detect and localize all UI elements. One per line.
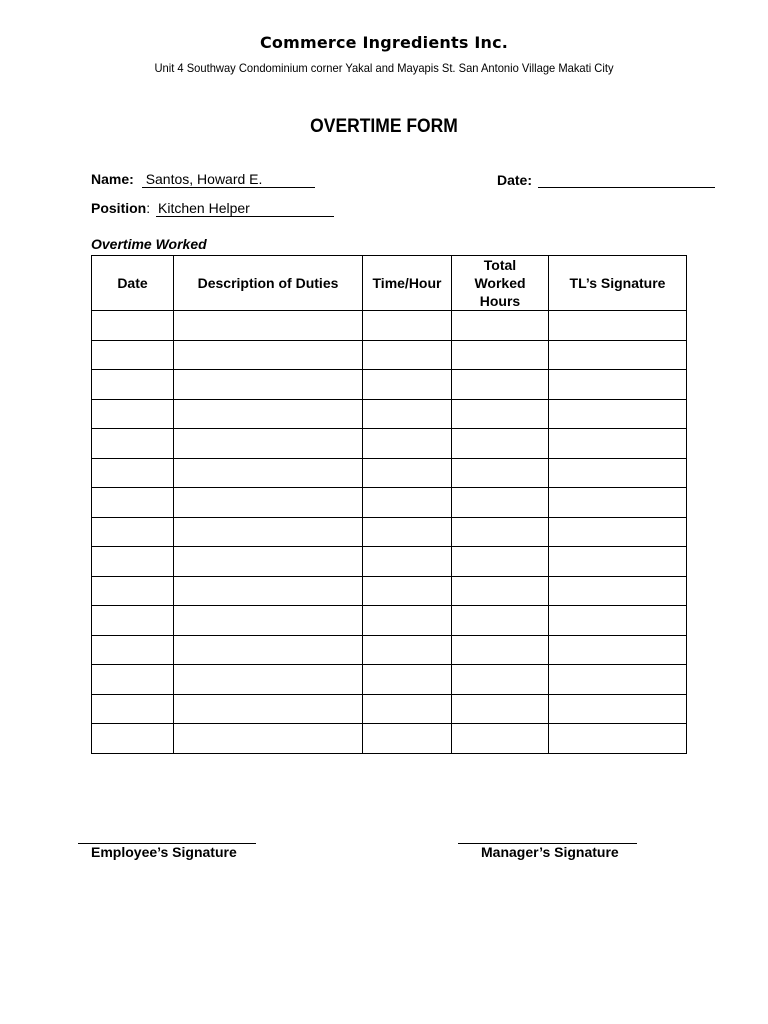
cell-tl-signature[interactable] — [549, 311, 687, 341]
cell-date[interactable] — [92, 576, 174, 606]
cell-tl-signature[interactable] — [549, 635, 687, 665]
cell-total-hours[interactable] — [452, 488, 549, 518]
cell-total-hours[interactable] — [452, 665, 549, 695]
cell-date[interactable] — [92, 724, 174, 754]
position-value[interactable]: Kitchen Helper — [156, 200, 334, 217]
cell-description[interactable] — [174, 606, 363, 636]
cell-tl-signature[interactable] — [549, 488, 687, 518]
cell-description[interactable] — [174, 635, 363, 665]
cell-total-hours[interactable] — [452, 340, 549, 370]
cell-total-hours[interactable] — [452, 724, 549, 754]
cell-time-hour[interactable] — [363, 370, 452, 400]
form-title: OVERTIME FORM — [310, 116, 458, 137]
cell-total-hours[interactable] — [452, 370, 549, 400]
cell-time-hour[interactable] — [363, 429, 452, 459]
table-body — [92, 311, 687, 754]
cell-time-hour[interactable] — [363, 340, 452, 370]
table-row — [92, 458, 687, 488]
date-value[interactable] — [538, 171, 715, 188]
cell-time-hour[interactable] — [363, 458, 452, 488]
col-header-total-worked-hours: Total Worked Hours — [452, 256, 549, 311]
table-row — [92, 606, 687, 636]
cell-total-hours[interactable] — [452, 606, 549, 636]
table-row — [92, 665, 687, 695]
col-header-date: Date — [92, 256, 174, 311]
section-title: Overtime Worked — [91, 236, 207, 252]
cell-time-hour[interactable] — [363, 635, 452, 665]
cell-description[interactable] — [174, 694, 363, 724]
cell-total-hours[interactable] — [452, 399, 549, 429]
cell-date[interactable] — [92, 694, 174, 724]
cell-time-hour[interactable] — [363, 517, 452, 547]
table-row — [92, 724, 687, 754]
cell-description[interactable] — [174, 311, 363, 341]
cell-date[interactable] — [92, 370, 174, 400]
cell-time-hour[interactable] — [363, 488, 452, 518]
cell-total-hours[interactable] — [452, 576, 549, 606]
cell-description[interactable] — [174, 576, 363, 606]
table-row — [92, 517, 687, 547]
cell-description[interactable] — [174, 517, 363, 547]
employee-signature-label: Employee’s Signature — [91, 844, 237, 860]
cell-description[interactable] — [174, 488, 363, 518]
table-row — [92, 694, 687, 724]
cell-time-hour[interactable] — [363, 576, 452, 606]
cell-description[interactable] — [174, 665, 363, 695]
table-row — [92, 488, 687, 518]
cell-description[interactable] — [174, 429, 363, 459]
cell-total-hours[interactable] — [452, 517, 549, 547]
cell-date[interactable] — [92, 665, 174, 695]
cell-date[interactable] — [92, 488, 174, 518]
cell-date[interactable] — [92, 429, 174, 459]
cell-date[interactable] — [92, 606, 174, 636]
cell-date[interactable] — [92, 311, 174, 341]
cell-tl-signature[interactable] — [549, 458, 687, 488]
table-row — [92, 370, 687, 400]
cell-time-hour[interactable] — [363, 311, 452, 341]
cell-description[interactable] — [174, 370, 363, 400]
cell-tl-signature[interactable] — [549, 606, 687, 636]
cell-tl-signature[interactable] — [549, 370, 687, 400]
table-row — [92, 399, 687, 429]
cell-description[interactable] — [174, 724, 363, 754]
name-value[interactable]: Santos, Howard E. — [142, 171, 315, 188]
cell-time-hour[interactable] — [363, 547, 452, 577]
table-header-row — [92, 256, 687, 311]
cell-tl-signature[interactable] — [549, 547, 687, 577]
name-label: Name: — [91, 171, 134, 187]
cell-total-hours[interactable] — [452, 429, 549, 459]
cell-time-hour[interactable] — [363, 724, 452, 754]
company-address: Unit 4 Southway Condominium corner Yakal and Mayapis St. San Antonio Village Makati City — [154, 61, 614, 75]
position-colon: : — [146, 200, 151, 216]
cell-time-hour[interactable] — [363, 606, 452, 636]
cell-date[interactable] — [92, 547, 174, 577]
manager-signature-label: Manager’s Signature — [481, 844, 619, 860]
cell-total-hours[interactable] — [452, 547, 549, 577]
table-row — [92, 340, 687, 370]
cell-date[interactable] — [92, 340, 174, 370]
cell-description[interactable] — [174, 458, 363, 488]
cell-tl-signature[interactable] — [549, 399, 687, 429]
cell-date[interactable] — [92, 517, 174, 547]
cell-tl-signature[interactable] — [549, 694, 687, 724]
table-row — [92, 547, 687, 577]
cell-time-hour[interactable] — [363, 694, 452, 724]
cell-total-hours[interactable] — [452, 458, 549, 488]
company-name: Commerce Ingredients Inc. — [259, 33, 509, 52]
date-label: Date: — [497, 172, 533, 188]
cell-total-hours[interactable] — [452, 694, 549, 724]
cell-date[interactable] — [92, 399, 174, 429]
cell-tl-signature[interactable] — [549, 576, 687, 606]
position-field — [91, 200, 334, 217]
cell-tl-signature[interactable] — [549, 724, 687, 754]
cell-total-hours[interactable] — [452, 311, 549, 341]
cell-description[interactable] — [174, 399, 363, 429]
cell-time-hour[interactable] — [363, 399, 452, 429]
cell-tl-signature[interactable] — [549, 429, 687, 459]
cell-description[interactable] — [174, 340, 363, 370]
cell-total-hours[interactable] — [452, 635, 549, 665]
cell-time-hour[interactable] — [363, 665, 452, 695]
cell-date[interactable] — [92, 635, 174, 665]
cell-description[interactable] — [174, 547, 363, 577]
table-row — [92, 635, 687, 665]
table-row — [92, 311, 687, 341]
cell-tl-signature[interactable] — [549, 517, 687, 547]
col-header-tl-signature: TL’s Signature — [549, 256, 687, 311]
table-row — [92, 429, 687, 459]
name-field — [91, 171, 315, 188]
cell-tl-signature[interactable] — [549, 665, 687, 695]
position-label: Position — [91, 200, 147, 216]
cell-date[interactable] — [92, 458, 174, 488]
col-header-time-hour: Time/Hour — [363, 256, 452, 311]
table-row — [92, 576, 687, 606]
cell-tl-signature[interactable] — [549, 340, 687, 370]
overtime-table — [91, 255, 687, 754]
col-header-description: Description of Duties — [174, 256, 363, 311]
date-field — [497, 171, 715, 188]
